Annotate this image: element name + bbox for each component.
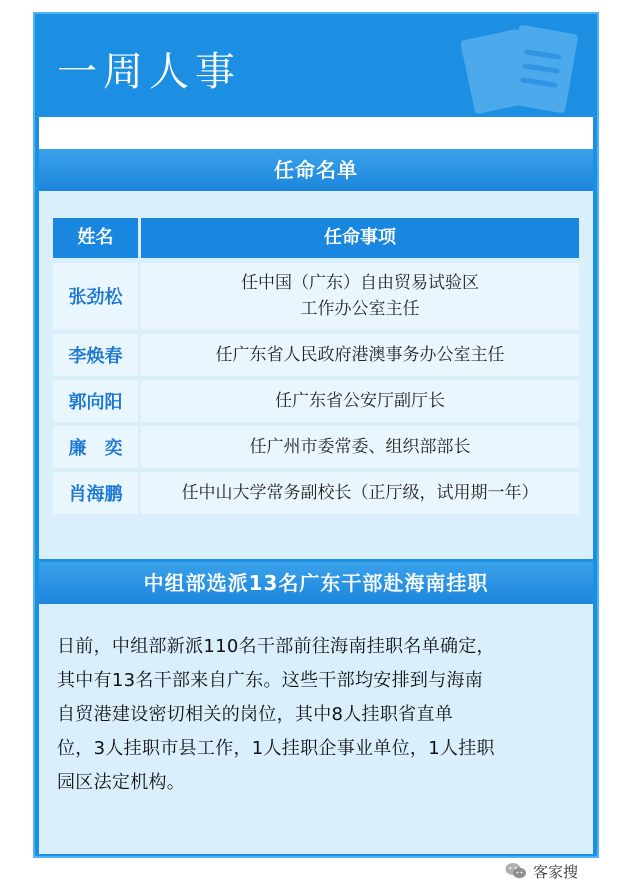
column-header-name: 姓名 [53, 218, 138, 258]
appointment-detail [141, 263, 579, 329]
source-label: 客家搜 [533, 862, 579, 881]
news-section-title: 中组部选派13名广东干部赴海南挂职 [39, 562, 593, 604]
news-line: 园区法定机构。 [57, 772, 186, 793]
news-body [57, 630, 583, 800]
person-name: 肖海鹏 [53, 472, 138, 514]
footer-source [505, 860, 578, 882]
appointment-detail [141, 472, 579, 514]
page-title: 一周人事 [57, 49, 241, 95]
column-header-appointment: 任命事项 [141, 218, 579, 258]
appointments-section-title: 任命名单 [39, 149, 593, 191]
table-row [53, 472, 579, 514]
person-name: 郭向阳 [53, 380, 138, 422]
person-name: 李焕春 [53, 334, 138, 376]
table-row [53, 334, 579, 376]
news-line: 位，3人挂职市县工作，1人挂职企事业单位，1人挂职 [57, 738, 495, 759]
appointment-detail [141, 334, 579, 376]
wechat-icon [505, 862, 527, 880]
news-line: 日前，中组部新派110名干部前往海南挂职名单确定， [57, 636, 495, 657]
appointment-line: 任广东省公安厅副厅长 [275, 391, 445, 411]
appointment-line: 工作办公室主任 [300, 299, 420, 319]
appointment-line: 任广州市委常委、组织部部长 [249, 437, 471, 457]
table-row [53, 263, 579, 329]
table-row [53, 426, 579, 468]
document-icon [447, 24, 587, 119]
appointments-panel [39, 149, 593, 559]
person-name: 廉 奕 [53, 426, 138, 468]
appointment-line: 任中山大学常务副校长（正厅级，试用期一年） [181, 483, 539, 503]
appointment-detail [141, 426, 579, 468]
appointment-line: 任中国（广东）自由贸易试验区 [241, 273, 479, 293]
table-header [53, 218, 579, 258]
news-line: 其中有13名干部来自广东。这些干部均安排到与海南 [57, 670, 484, 691]
content-card [33, 12, 599, 858]
person-name: 张劲松 [53, 263, 138, 329]
news-panel [39, 562, 593, 854]
divider-strip [39, 117, 593, 149]
table-row [53, 380, 579, 422]
news-line: 自贸港建设密切相关的岗位，其中8人挂职省直单 [57, 704, 454, 725]
appointment-line: 任广东省人民政府港澳事务办公室主任 [215, 345, 505, 365]
appointment-detail [141, 380, 579, 422]
